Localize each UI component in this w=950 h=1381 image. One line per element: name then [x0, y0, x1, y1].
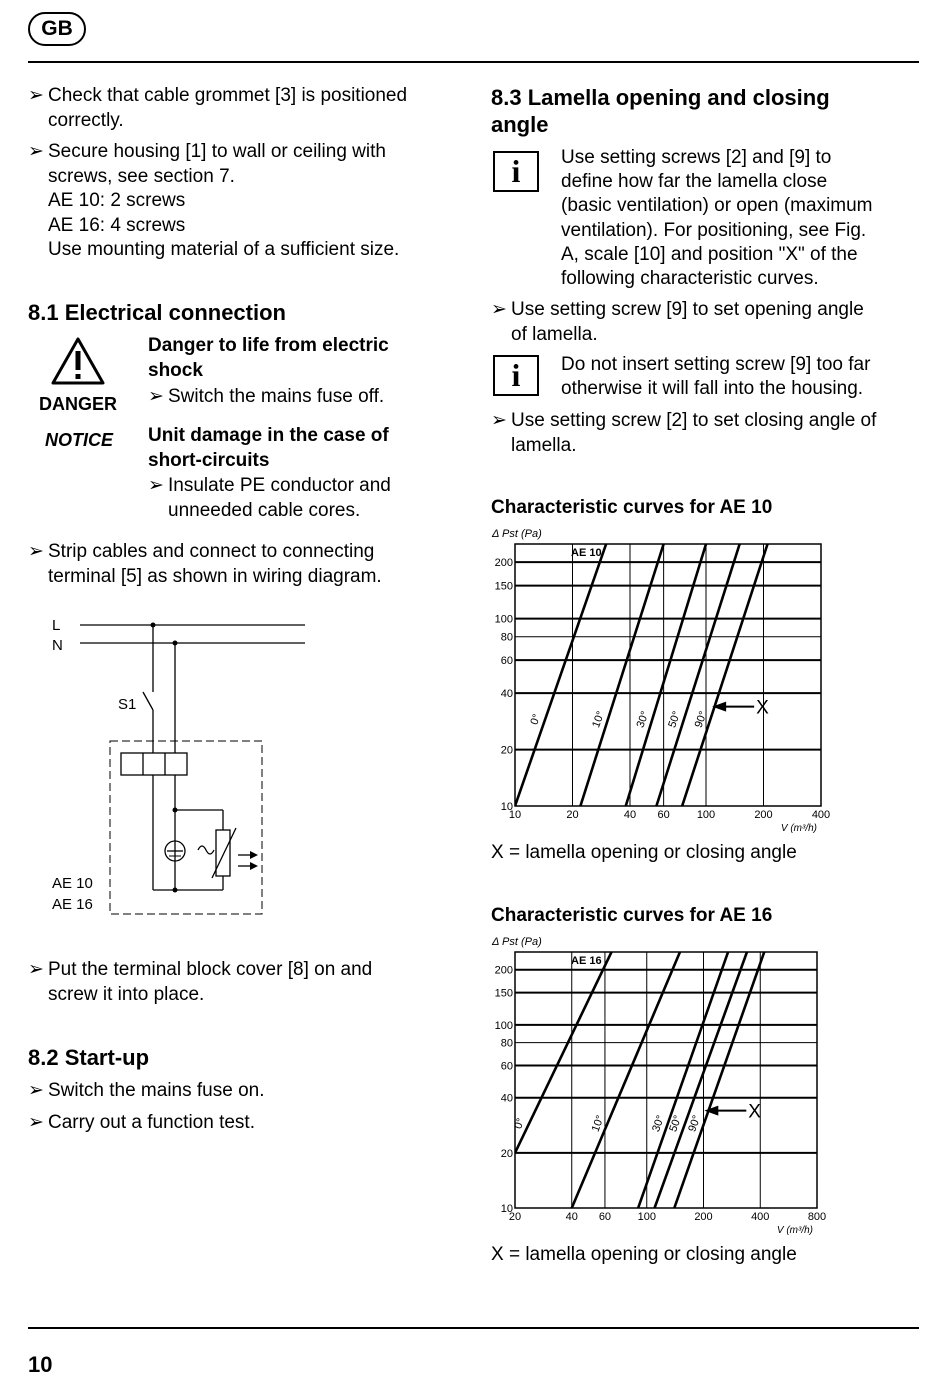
y-tick-label: 80	[500, 1037, 513, 1050]
text-line: Switch the mains fuse on.	[48, 1080, 265, 1101]
series-label: 30°	[650, 1113, 668, 1134]
x-tick-label: 200	[694, 1211, 713, 1223]
series-label: 10°	[589, 1113, 607, 1134]
y-tick-label: 10	[500, 801, 513, 813]
x-tick-label: 60	[657, 809, 670, 821]
bullet-arrow-icon: ➢	[28, 541, 44, 562]
y-tick-label: 80	[500, 631, 513, 644]
x-tick-label: 100	[696, 809, 716, 821]
section-title-startup: 8.2 Start-up	[28, 1045, 150, 1070]
x-tick-label: 20	[508, 1211, 522, 1223]
series-label: 90°	[692, 709, 710, 730]
text-line: short-circuits	[148, 449, 270, 471]
y-tick-label: 60	[500, 1060, 513, 1073]
text-line: AE 10: 2 screws	[48, 190, 186, 211]
text-line: correctly.	[48, 109, 124, 131]
y-tick-label: 60	[500, 655, 513, 668]
bullet-arrow-icon: ➢	[491, 299, 507, 320]
text-line: Unit damage in the case of	[148, 425, 389, 446]
bullet-arrow-icon: ➢	[148, 386, 164, 407]
chart-inner-title: AE 16	[571, 955, 602, 967]
danger-label: DANGER	[39, 394, 118, 414]
x-annotation-label: X	[756, 697, 769, 719]
ac-symbol	[198, 846, 214, 854]
chart-caption-ae16: X = lamella opening or closing angle	[491, 1244, 797, 1265]
chart-caption-ae10: X = lamella opening or closing angle	[491, 842, 797, 863]
y-tick-label: 100	[494, 1019, 513, 1032]
bullet-arrow-icon: ➢	[28, 1112, 44, 1133]
x-tick-label: 400	[751, 1211, 770, 1223]
info-icon: i	[493, 151, 539, 192]
text-line: Danger to life from electric	[148, 335, 389, 356]
text-line: Carry out a function test.	[48, 1112, 255, 1133]
text-line: Switch the mains fuse off.	[168, 386, 385, 407]
plot-frame	[515, 952, 817, 1208]
series-label: 0°	[528, 712, 544, 727]
chart-inner-title: AE 10	[571, 547, 602, 559]
text-line: lamella.	[511, 434, 577, 456]
chart-title-ae16: Characteristic curves for AE 16	[491, 905, 773, 926]
x-axis-label: V (m³/h)	[776, 1225, 813, 1236]
text-line: ventilation). For positioning, see Fig.	[561, 219, 867, 241]
y-tick-label: 20	[500, 1147, 513, 1160]
notice-heading	[148, 424, 389, 473]
x-tick-label: 60	[598, 1211, 612, 1223]
bullet-arrow-icon: ➢	[28, 85, 44, 106]
text-line: Strip cables and connect to connecting	[48, 541, 375, 562]
terminal-block	[121, 753, 187, 775]
bullet-strip-cables	[28, 540, 458, 589]
warning-triangle-icon	[51, 336, 105, 386]
y-tick-label: 150	[494, 987, 513, 1000]
bullet-secure-housing	[28, 140, 458, 263]
header-rule	[28, 61, 919, 63]
y-tick-label: 100	[494, 613, 513, 626]
notice-label: NOTICE	[45, 430, 114, 450]
text-line: of lamella.	[511, 323, 598, 345]
text-line: (basic ventilation) or open (maximum	[561, 195, 873, 217]
text-line: otherwise it will fall into the housing.	[561, 378, 864, 400]
bullet-arrow-icon: ➢	[491, 410, 507, 431]
ptc-thermistor	[216, 830, 230, 876]
y-tick-label: 40	[500, 688, 513, 701]
series-line	[572, 952, 680, 1208]
y-tick-label: 40	[500, 1092, 513, 1105]
text-line: Put the terminal block cover [8] on and	[48, 959, 373, 980]
wiring-diagram	[40, 612, 320, 922]
series-label: 10°	[590, 709, 608, 730]
chart-ae10	[488, 524, 838, 836]
text-line: AE 16: 4 screws	[48, 214, 186, 236]
y-tick-label: 200	[494, 557, 513, 570]
x-tick-label: 100	[637, 1211, 656, 1223]
text-line: screws, see section 7.	[48, 165, 235, 187]
series-label: 90°	[686, 1113, 704, 1134]
startup-step-1	[28, 1079, 458, 1104]
series-line	[656, 544, 739, 806]
text-line: shock	[148, 359, 203, 381]
x-tick-label: 800	[807, 1211, 827, 1223]
text-line: Insulate PE conductor and	[168, 475, 391, 496]
text-line: Secure housing [1] to wall or ceiling with	[48, 141, 386, 162]
text-line: unneeded cable cores.	[168, 499, 361, 521]
bullet-closing-angle	[491, 409, 921, 458]
bullet-arrow-icon: ➢	[28, 1080, 44, 1101]
bullet-terminal-cover	[28, 958, 458, 1007]
startup-step-2	[28, 1111, 458, 1136]
x-tick-label: 10	[508, 809, 522, 821]
text-line: Use setting screws [2] and [9] to	[561, 147, 832, 168]
text-line: angle	[491, 112, 549, 137]
y-tick-label: 200	[494, 964, 513, 977]
unit-label-ae16: AE 16	[52, 896, 93, 913]
section-title-electrical: 8.1 Electrical connection	[28, 300, 286, 325]
notice-step	[148, 474, 448, 523]
danger-step	[148, 385, 448, 410]
text-line: A, scale [10] and position "X" of the	[561, 243, 858, 265]
language-code: GB	[41, 17, 73, 40]
y-tick-label: 10	[500, 1203, 513, 1215]
chart-title-ae10: Characteristic curves for AE 10	[491, 497, 773, 518]
bullet-arrow-icon: ➢	[28, 959, 44, 980]
x-tick-label: 40	[623, 809, 637, 821]
info-icon: i	[493, 355, 539, 396]
text-line: Use setting screw [2] to set closing angle of	[511, 410, 877, 431]
bullet-check-grommet	[28, 84, 458, 133]
danger-heading	[148, 334, 389, 383]
x-tick-label: 200	[754, 809, 773, 821]
text-line: Do not insert setting screw [9] too far	[561, 354, 871, 375]
language-badge	[28, 12, 86, 46]
series-label: 50°	[666, 709, 684, 730]
info-note-screw	[561, 353, 921, 401]
y-tick-label: 20	[500, 744, 513, 757]
series-label: 0°	[512, 1116, 528, 1131]
section-title-lamella	[491, 84, 830, 138]
series-line	[674, 952, 764, 1208]
switch-label: S1	[118, 696, 137, 713]
bullet-opening-angle	[491, 298, 921, 347]
unit-label-ae10: AE 10	[52, 875, 93, 892]
y-axis-label: Δ Pst (Pa)	[492, 528, 542, 540]
series-label: 50°	[667, 1113, 685, 1134]
text-line: Check that cable grommet [3] is positioned	[48, 85, 408, 106]
text-line: 8.3 Lamella opening and closing	[491, 85, 830, 110]
switch-s1	[143, 692, 153, 710]
x-axis-label: V (m³/h)	[780, 823, 817, 834]
footer-rule	[28, 1327, 919, 1329]
text-line: screw it into place.	[48, 983, 205, 1005]
text-line: Use setting screw [9] to set opening angle	[511, 299, 864, 320]
series-line	[638, 952, 728, 1208]
x-tick-label: 40	[565, 1211, 578, 1223]
x-tick-label: 20	[566, 809, 579, 821]
chart-ae16	[488, 932, 838, 1238]
bullet-arrow-icon: ➢	[148, 475, 164, 496]
wire-label-n: N	[52, 637, 63, 654]
text-line: terminal [5] as shown in wiring diagram.	[48, 565, 382, 587]
y-tick-label: 150	[494, 580, 513, 593]
x-annotation-label: X	[748, 1101, 761, 1123]
series-label: 30°	[634, 709, 652, 730]
y-axis-label: Δ Pst (Pa)	[492, 936, 542, 948]
text-line: Use mounting material of a sufficient size.	[48, 239, 400, 260]
series-line	[655, 952, 747, 1208]
text-line: define how far the lamella close	[561, 171, 828, 193]
info-note-positioning	[561, 146, 921, 291]
page-number: 10	[28, 1352, 53, 1377]
text-line: following characteristic curves.	[561, 268, 819, 290]
wire-label-l: L	[52, 617, 61, 634]
x-tick-label: 400	[811, 809, 831, 821]
bullet-arrow-icon: ➢	[28, 141, 44, 162]
